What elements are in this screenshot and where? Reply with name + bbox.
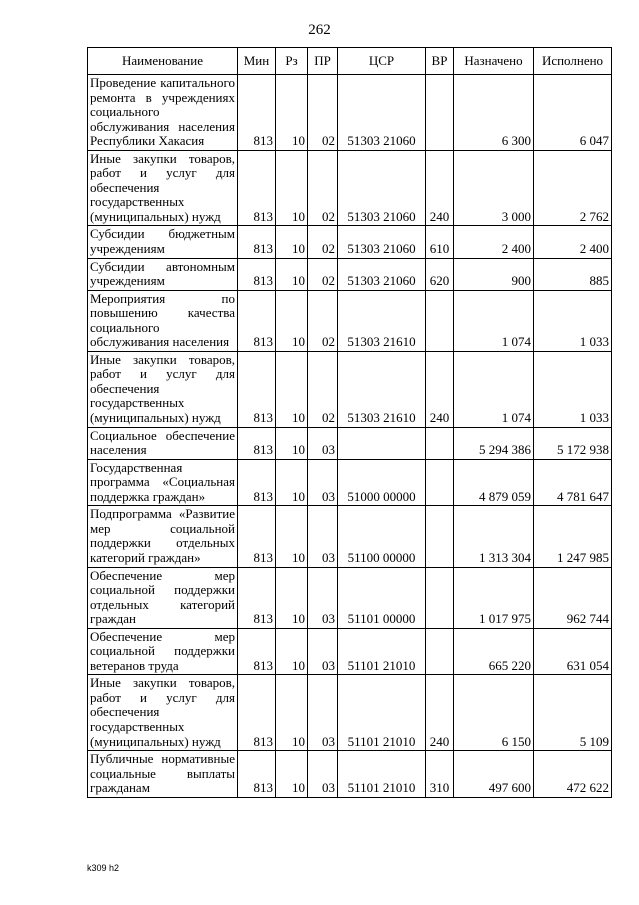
cell-name: Иные закупки товаров, работ и услуг для обеспечения государственных (муниципальных) нужд [88, 351, 238, 427]
cell-vr: 620 [426, 258, 454, 290]
cell-vr [426, 506, 454, 567]
cell-executed: 472 622 [534, 751, 612, 798]
cell-assigned: 5 294 386 [454, 427, 534, 459]
cell-assigned: 6 150 [454, 675, 534, 751]
cell-vr: 240 [426, 675, 454, 751]
cell-min: 813 [238, 290, 276, 351]
cell-rz: 10 [276, 506, 308, 567]
cell-rz: 10 [276, 751, 308, 798]
cell-rz: 10 [276, 290, 308, 351]
cell-executed: 885 [534, 258, 612, 290]
table-header-row [88, 48, 612, 75]
cell-rz: 10 [276, 258, 308, 290]
cell-pr: 02 [308, 150, 338, 226]
cell-name: Обеспечение мер социальной поддержки отдельных категорий граждан [88, 567, 238, 628]
header-executed: Исполнено [534, 48, 612, 75]
cell-min: 813 [238, 567, 276, 628]
cell-pr: 03 [308, 427, 338, 459]
cell-name: Субсидии автономным учреждениям [88, 258, 238, 290]
cell-pr: 02 [308, 290, 338, 351]
cell-vr: 610 [426, 226, 454, 258]
cell-executed: 631 054 [534, 628, 612, 675]
cell-pr: 03 [308, 751, 338, 798]
table-row [88, 258, 612, 290]
header-rz: Рз [276, 48, 308, 75]
cell-min: 813 [238, 258, 276, 290]
cell-assigned: 6 300 [454, 75, 534, 151]
table-row [88, 427, 612, 459]
cell-executed: 962 744 [534, 567, 612, 628]
cell-rz: 10 [276, 75, 308, 151]
header-pr: ПР [308, 48, 338, 75]
cell-pr: 02 [308, 258, 338, 290]
cell-name: Иные закупки товаров, работ и услуг для обеспечения государственных (муниципальных) нужд [88, 675, 238, 751]
cell-assigned: 900 [454, 258, 534, 290]
cell-vr [426, 290, 454, 351]
cell-executed: 2 762 [534, 150, 612, 226]
cell-pr: 03 [308, 628, 338, 675]
cell-csr: 51100 00000 [338, 506, 426, 567]
cell-csr: 51303 21060 [338, 226, 426, 258]
cell-min: 813 [238, 75, 276, 151]
header-name: Наименование [88, 48, 238, 75]
cell-executed: 2 400 [534, 226, 612, 258]
header-min: Мин [238, 48, 276, 75]
cell-executed: 1 247 985 [534, 506, 612, 567]
cell-vr [426, 628, 454, 675]
cell-assigned: 665 220 [454, 628, 534, 675]
cell-vr: 240 [426, 351, 454, 427]
cell-name: Государственная программа «Социальная поддержка граждан» [88, 459, 238, 506]
cell-vr [426, 427, 454, 459]
cell-vr [426, 459, 454, 506]
table-body [88, 75, 612, 798]
cell-name: Проведение капитального ремонта в учреждениях социального обслуживания населения Республики Хакасия [88, 75, 238, 151]
cell-vr [426, 75, 454, 151]
table-row [88, 567, 612, 628]
cell-pr: 03 [308, 459, 338, 506]
cell-name: Обеспечение мер социальной поддержки ветеранов труда [88, 628, 238, 675]
cell-csr: 51101 21010 [338, 751, 426, 798]
cell-assigned: 3 000 [454, 150, 534, 226]
cell-pr: 03 [308, 675, 338, 751]
cell-rz: 10 [276, 459, 308, 506]
cell-pr: 03 [308, 567, 338, 628]
cell-csr: 51000 00000 [338, 459, 426, 506]
header-vr: ВР [426, 48, 454, 75]
cell-vr: 310 [426, 751, 454, 798]
cell-csr: 51101 21010 [338, 675, 426, 751]
cell-min: 813 [238, 427, 276, 459]
budget-table [87, 47, 612, 798]
table-row [88, 751, 612, 798]
cell-executed: 6 047 [534, 75, 612, 151]
table-row [88, 75, 612, 151]
cell-name: Публичные нормативные социальные выплаты гражданам [88, 751, 238, 798]
cell-executed: 5 172 938 [534, 427, 612, 459]
cell-vr [426, 567, 454, 628]
cell-pr: 02 [308, 351, 338, 427]
table-row [88, 226, 612, 258]
table-row [88, 459, 612, 506]
cell-rz: 10 [276, 351, 308, 427]
cell-min: 813 [238, 751, 276, 798]
cell-assigned: 1 313 304 [454, 506, 534, 567]
header-csr: ЦСР [338, 48, 426, 75]
cell-assigned: 1 017 975 [454, 567, 534, 628]
cell-assigned: 1 074 [454, 290, 534, 351]
cell-name: Субсидии бюджетным учреждениям [88, 226, 238, 258]
cell-assigned: 497 600 [454, 751, 534, 798]
table-row [88, 506, 612, 567]
cell-pr: 02 [308, 226, 338, 258]
cell-rz: 10 [276, 628, 308, 675]
cell-executed: 1 033 [534, 290, 612, 351]
cell-csr: 51303 21060 [338, 150, 426, 226]
cell-min: 813 [238, 351, 276, 427]
cell-csr: 51303 21060 [338, 75, 426, 151]
cell-executed: 1 033 [534, 351, 612, 427]
cell-rz: 10 [276, 150, 308, 226]
cell-min: 813 [238, 506, 276, 567]
cell-csr [338, 427, 426, 459]
cell-min: 813 [238, 628, 276, 675]
cell-rz: 10 [276, 567, 308, 628]
cell-pr: 03 [308, 506, 338, 567]
cell-rz: 10 [276, 427, 308, 459]
cell-assigned: 2 400 [454, 226, 534, 258]
header-assigned: Назначено [454, 48, 534, 75]
cell-min: 813 [238, 150, 276, 226]
cell-min: 813 [238, 226, 276, 258]
cell-csr: 51303 21060 [338, 258, 426, 290]
cell-min: 813 [238, 675, 276, 751]
cell-executed: 5 109 [534, 675, 612, 751]
table-row [88, 150, 612, 226]
cell-name: Иные закупки товаров, работ и услуг для обеспечения государственных (муниципальных) нужд [88, 150, 238, 226]
page-number: 262 [308, 22, 331, 38]
table-row [88, 351, 612, 427]
cell-executed: 4 781 647 [534, 459, 612, 506]
cell-rz: 10 [276, 675, 308, 751]
cell-min: 813 [238, 459, 276, 506]
cell-csr: 51101 00000 [338, 567, 426, 628]
cell-assigned: 1 074 [454, 351, 534, 427]
cell-name: Социальное обеспечение населения [88, 427, 238, 459]
cell-name: Мероприятия по повышению качества социального обслуживания населения [88, 290, 238, 351]
cell-csr: 51303 21610 [338, 290, 426, 351]
table-row [88, 675, 612, 751]
cell-rz: 10 [276, 226, 308, 258]
cell-pr: 02 [308, 75, 338, 151]
cell-csr: 51303 21610 [338, 351, 426, 427]
table-row [88, 290, 612, 351]
footer-code: k309 h2 [87, 863, 120, 873]
cell-csr: 51101 21010 [338, 628, 426, 675]
cell-assigned: 4 879 059 [454, 459, 534, 506]
cell-vr: 240 [426, 150, 454, 226]
table-row [88, 628, 612, 675]
cell-name: Подпрограмма «Развитие мер социальной поддержки отдельных категорий граждан» [88, 506, 238, 567]
